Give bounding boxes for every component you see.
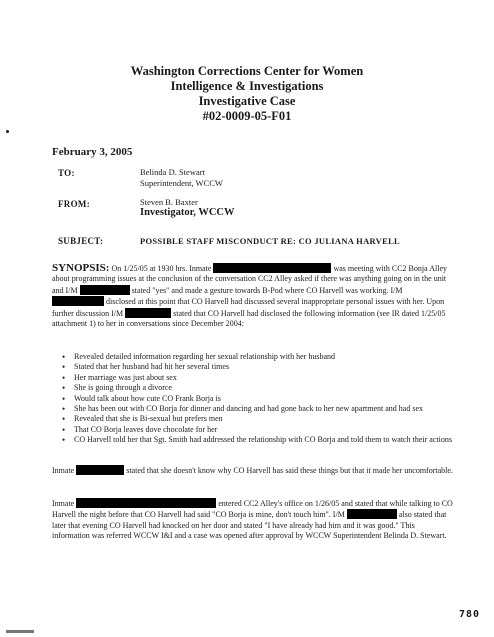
from-name: Steven B. Baxter	[140, 197, 198, 207]
para3-text-3: also stated that later that evening CO Harvell had knocked on her door and stated "I have already had him and it was good." This information was referred WCCW I&I and a case was opened after approval by WCCW Superintendent Belinda D. Stewart.	[52, 510, 447, 541]
to-name: Belinda D. Stewart	[140, 167, 205, 177]
para3-text-1: Inmate	[52, 499, 75, 508]
to-title: Superintendent, WCCW	[140, 178, 223, 188]
memo-date: February 3, 2005	[52, 146, 133, 158]
synopsis-text-5: stated that CO Harvell had disclosed the following information (see IR dated 1/25/05 attachment 1) to her in conversations since December 2004:	[52, 308, 446, 329]
from-title: Investigator, WCCW	[140, 207, 235, 218]
redaction-bar	[347, 509, 397, 519]
subject-text: POSSIBLE STAFF MISCONDUCT RE: CO JULIANA HARVELL	[140, 236, 401, 246]
list-item: • Would talk about how cute CO Frank Borja is	[62, 394, 452, 404]
list-item: • That CO Borja leaves dove chocolate for her	[62, 425, 452, 435]
subject-label: SUBJECT:	[58, 236, 104, 246]
list-item: • Revealed that she is Bi-sexual but prefers men	[62, 414, 452, 424]
synopsis-heading: SYNOPSIS:	[52, 262, 110, 274]
list-item: • Revealed detailed information regarding her sexual relationship with her husband	[62, 352, 452, 362]
from-label: FROM:	[58, 199, 90, 209]
header-line-1: Washington Corrections Center for Women	[130, 64, 364, 78]
redaction-bar	[80, 285, 130, 295]
list-item: • She is going through a divorce	[62, 383, 452, 393]
synopsis-text-4: disclosed at this point that CO Harvell had discussed several inappropriate personal issues with her. Upon further discussion I/M	[52, 297, 445, 318]
para3-text-2: entered CC2 Alley's office on 1/26/05 and stated that while talking to CO Harvell the night before that CO Harvell had said "CO Borja is mine, don't touch him". I/M	[52, 499, 453, 520]
header-line-2: Intelligence & Investigations	[170, 79, 324, 93]
synopsis-text-1: On 1/25/05 at 1930 hrs. Inmate	[111, 264, 212, 273]
synopsis-paragraph	[52, 263, 454, 329]
redaction-bar	[125, 308, 171, 318]
scan-stamp	[6, 630, 34, 633]
para2-text-2: stated that she doesn't know why CO Harvell has said these things but that it made her uncomfortable.	[126, 466, 453, 475]
list-item: • She has been out with CO Borja for dinner and dancing and had gone back to her new apartment and had sex	[62, 404, 452, 414]
list-item: • CO Harvell told her that Sgt. Smith had addressed the relationship with CO Borja and told them to watch their actions	[62, 435, 452, 445]
followup-paragraph	[52, 498, 454, 542]
inmate-statement-paragraph	[52, 465, 454, 476]
list-item: • Her marriage was just about sex	[62, 373, 452, 383]
case-number: #02-0009-05-F01	[202, 109, 292, 123]
scan-mark	[6, 130, 9, 133]
disclosure-list	[62, 352, 452, 446]
to-label: TO:	[58, 168, 75, 178]
list-item: • Stated that her husband had hit her several times	[62, 362, 452, 372]
para2-text-1: Inmate	[52, 466, 75, 475]
header-line-3: Investigative Case	[198, 94, 296, 108]
page-number: 780	[458, 609, 480, 620]
redaction-bar	[52, 296, 104, 306]
synopsis-text-3: stated "yes" and made a gesture towards B-Pod where CO Harvell was working. I/M	[131, 285, 403, 295]
synopsis-text-2: was meeting with CC2 Bonja Alley about programming issues at the conclusion of the conversation CC2 Alley asked if there was anything going on in the unit and I/M	[52, 264, 447, 295]
redaction-bar	[76, 498, 216, 508]
redaction-bar	[213, 263, 331, 273]
redaction-bar	[76, 465, 124, 475]
